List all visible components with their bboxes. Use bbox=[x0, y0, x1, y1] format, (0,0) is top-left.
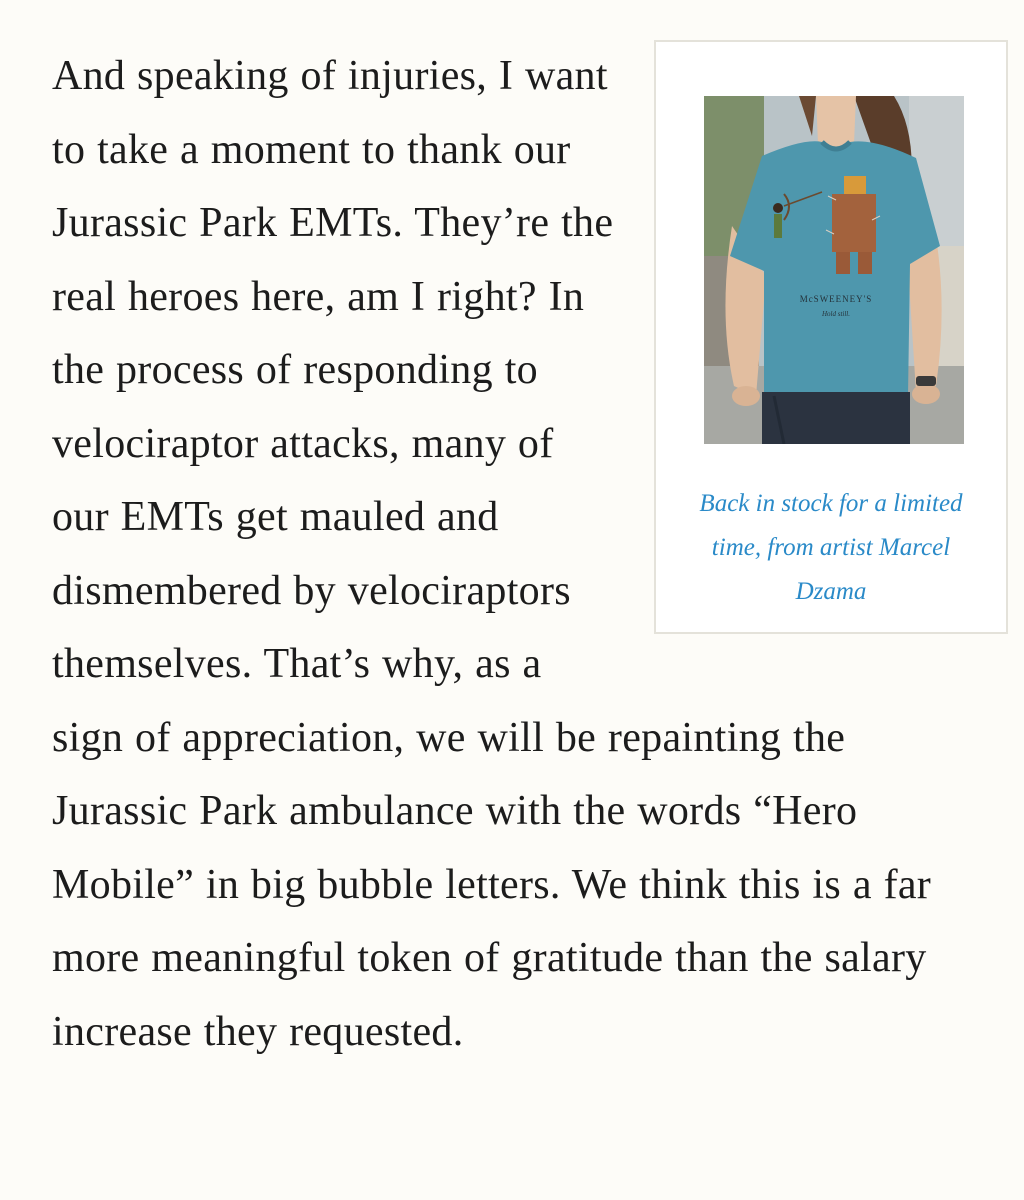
promo-card[interactable] bbox=[654, 40, 1008, 634]
article bbox=[52, 40, 982, 1069]
tshirt-illustration bbox=[704, 96, 964, 444]
article-paragraph: And speaking of injuries, I want to take a moment to thank our Jurassic Park EMTs. They’re the real heroes here, am I right? In the process of responding to velociraptor attacks, many of our EMTs get mauled and dismembered by velociraptors themselves. That’s why, as a sign of appreciation, we will be repainting the Jurassic Park ambulance with the words “Hero Mobile” in big bubble letters. We think this is a far more meaningful token of gratitude than the salary increase they requested. bbox=[52, 53, 932, 1055]
tshirt-photo[interactable] bbox=[704, 96, 964, 444]
promo-caption-link[interactable]: Back in stock for a limited time, from artist Marcel Dzama bbox=[699, 490, 963, 605]
shirt-brand-text: McSWEENEY'S bbox=[799, 294, 873, 304]
shirt-tagline-text: Hold still. bbox=[821, 310, 851, 318]
